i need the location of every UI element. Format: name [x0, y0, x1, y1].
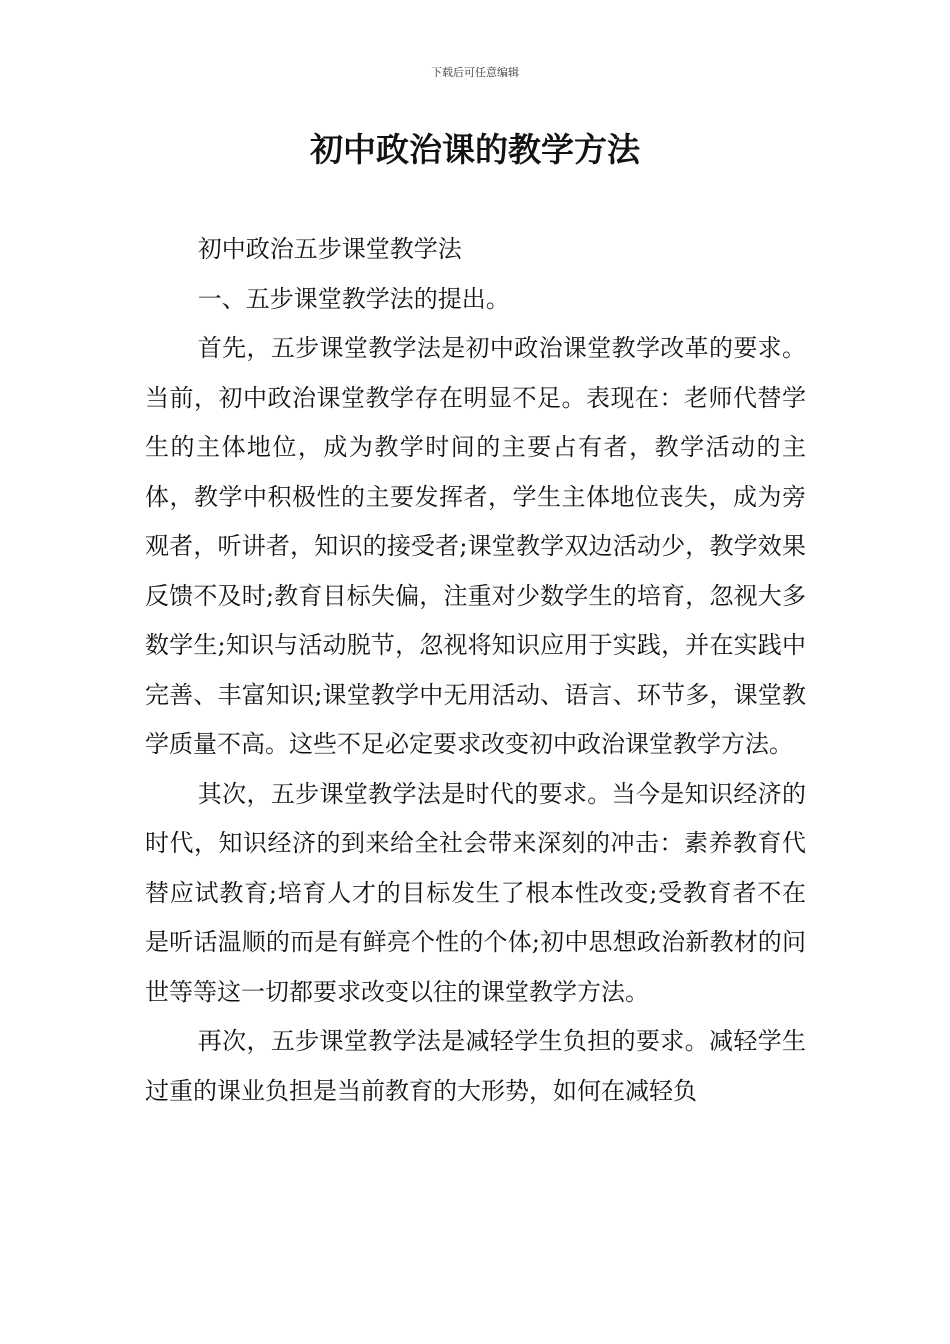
- document-title: 初中政治课的教学方法: [310, 130, 640, 169]
- paragraph-section-heading: 一、五步课堂教学法的提出。: [197, 284, 510, 313]
- document-body: [145, 225, 806, 1116]
- paragraph-first: 首先，五步课堂教学法是初中政治课堂教学改革的要求。当前，初中政治课堂教学存在明显不足。表现在：老师代替学生的主体地位，成为教学时间的主要占有者，教学活动的主体，教学中积极性的主要发挥者，学生主体地位丧失，成为旁观者，听讲者，知识的接受者;课堂教学双边活动少，教学效果反馈不及时;教育目标失偏，注重对少数学生的培育，忽视大多数学生;知识与活动脱节，忽视将知识应用于实践，并在实践中完善、丰富知识;课堂教学中无用活动、语言、环节多，课堂教学质量不高。这些不足必定要求改变初中政治课堂教学方法。: [145, 334, 806, 758]
- paragraph-third: 再次，五步课堂教学法是减轻学生负担的要求。减轻学生过重的课业负担是当前教育的大形势，如何在减轻负: [145, 1027, 806, 1105]
- paragraph-second: 其次，五步课堂教学法是时代的要求。当今是知识经济的时代，知识经济的到来给全社会带来深刻的冲击：素养教育代替应试教育;培育人才的目标发生了根本性改变;受教育者不在是听话温顺的而是有鲜亮个性的个体;初中思想政治新教材的问世等等这一切都要求改变以往的课堂教学方法。: [145, 779, 806, 1006]
- paragraph-subtitle: 初中政治五步课堂教学法: [197, 235, 462, 263]
- header-note: 下载后可任意编辑: [431, 66, 519, 79]
